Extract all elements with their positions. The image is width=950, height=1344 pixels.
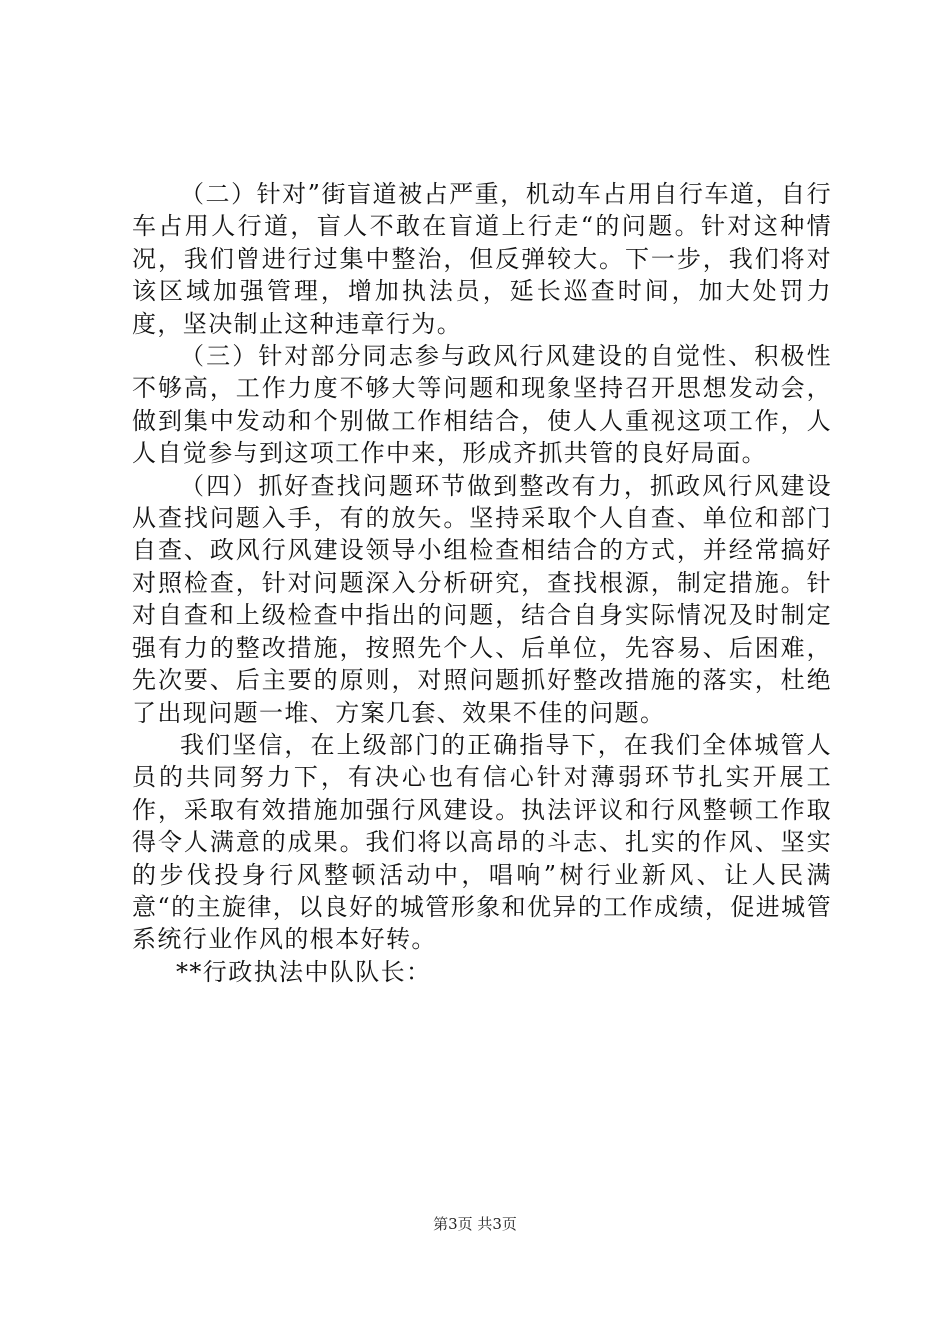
paragraph-conclusion: 我们坚信，在上级部门的正确指导下，在我们全体城管人员的共同努力下，有决心也有信心针对薄弱环节扎实开展工作，采取有效措施加强行风建设。执法评议和行风整顿工作取得令人满意的成果。我们将以高昂的斗志、扎实的作风、坚实的步伐投身行风整顿活动中，唱响”树行业新风、让人民满意“的主旋律，以良好的城管形象和优异的工作成绩，促进城管系统行业作风的根本好转。 (132, 730, 832, 954)
document-body (132, 178, 832, 988)
paragraph-section-4: （四）抓好查找问题环节做到整改有力，抓政风行风建设从查找问题入手，有的放矢。坚持采取个人自查、单位和部门自查、政风行风建设领导小组检查相结合的方式，并经常搞好对照检查，针对问题深入分析研究，查找根源，制定措施。针对自查和上级检查中指出的问题，结合自身实际情况及时制定强有力的整改措施，按照先个人、后单位，先容易、后困难，先次要、后主要的原则，对照问题抓好整改措施的落实，杜绝了出现问题一堆、方案几套、效果不佳的问题。 (132, 471, 832, 727)
page-number-footer: 第3页 共3页 (433, 1215, 517, 1233)
signature-line: **行政执法中队队长： (176, 957, 432, 986)
paragraph-section-3: （三）针对部分同志参与政风行风建设的自觉性、积极性不够高，工作力度不够大等问题和现象坚持召开思想发动会，做到集中发动和个别做工作相结合，使人人重视这项工作，人人自觉参与到这项工作中来，形成齐抓共管的良好局面。 (132, 342, 832, 468)
paragraph-section-2: （二）针对”街盲道被占严重，机动车占用自行车道，自行车占用人行道，盲人不敢在盲道上行走“的问题。针对这种情况，我们曾进行过集中整治，但反弹较大。下一步，我们将对该区域加强管理，增加执法员，延长巡查时间，加大处罚力度，坚决制止这种违章行为。 (132, 180, 832, 338)
